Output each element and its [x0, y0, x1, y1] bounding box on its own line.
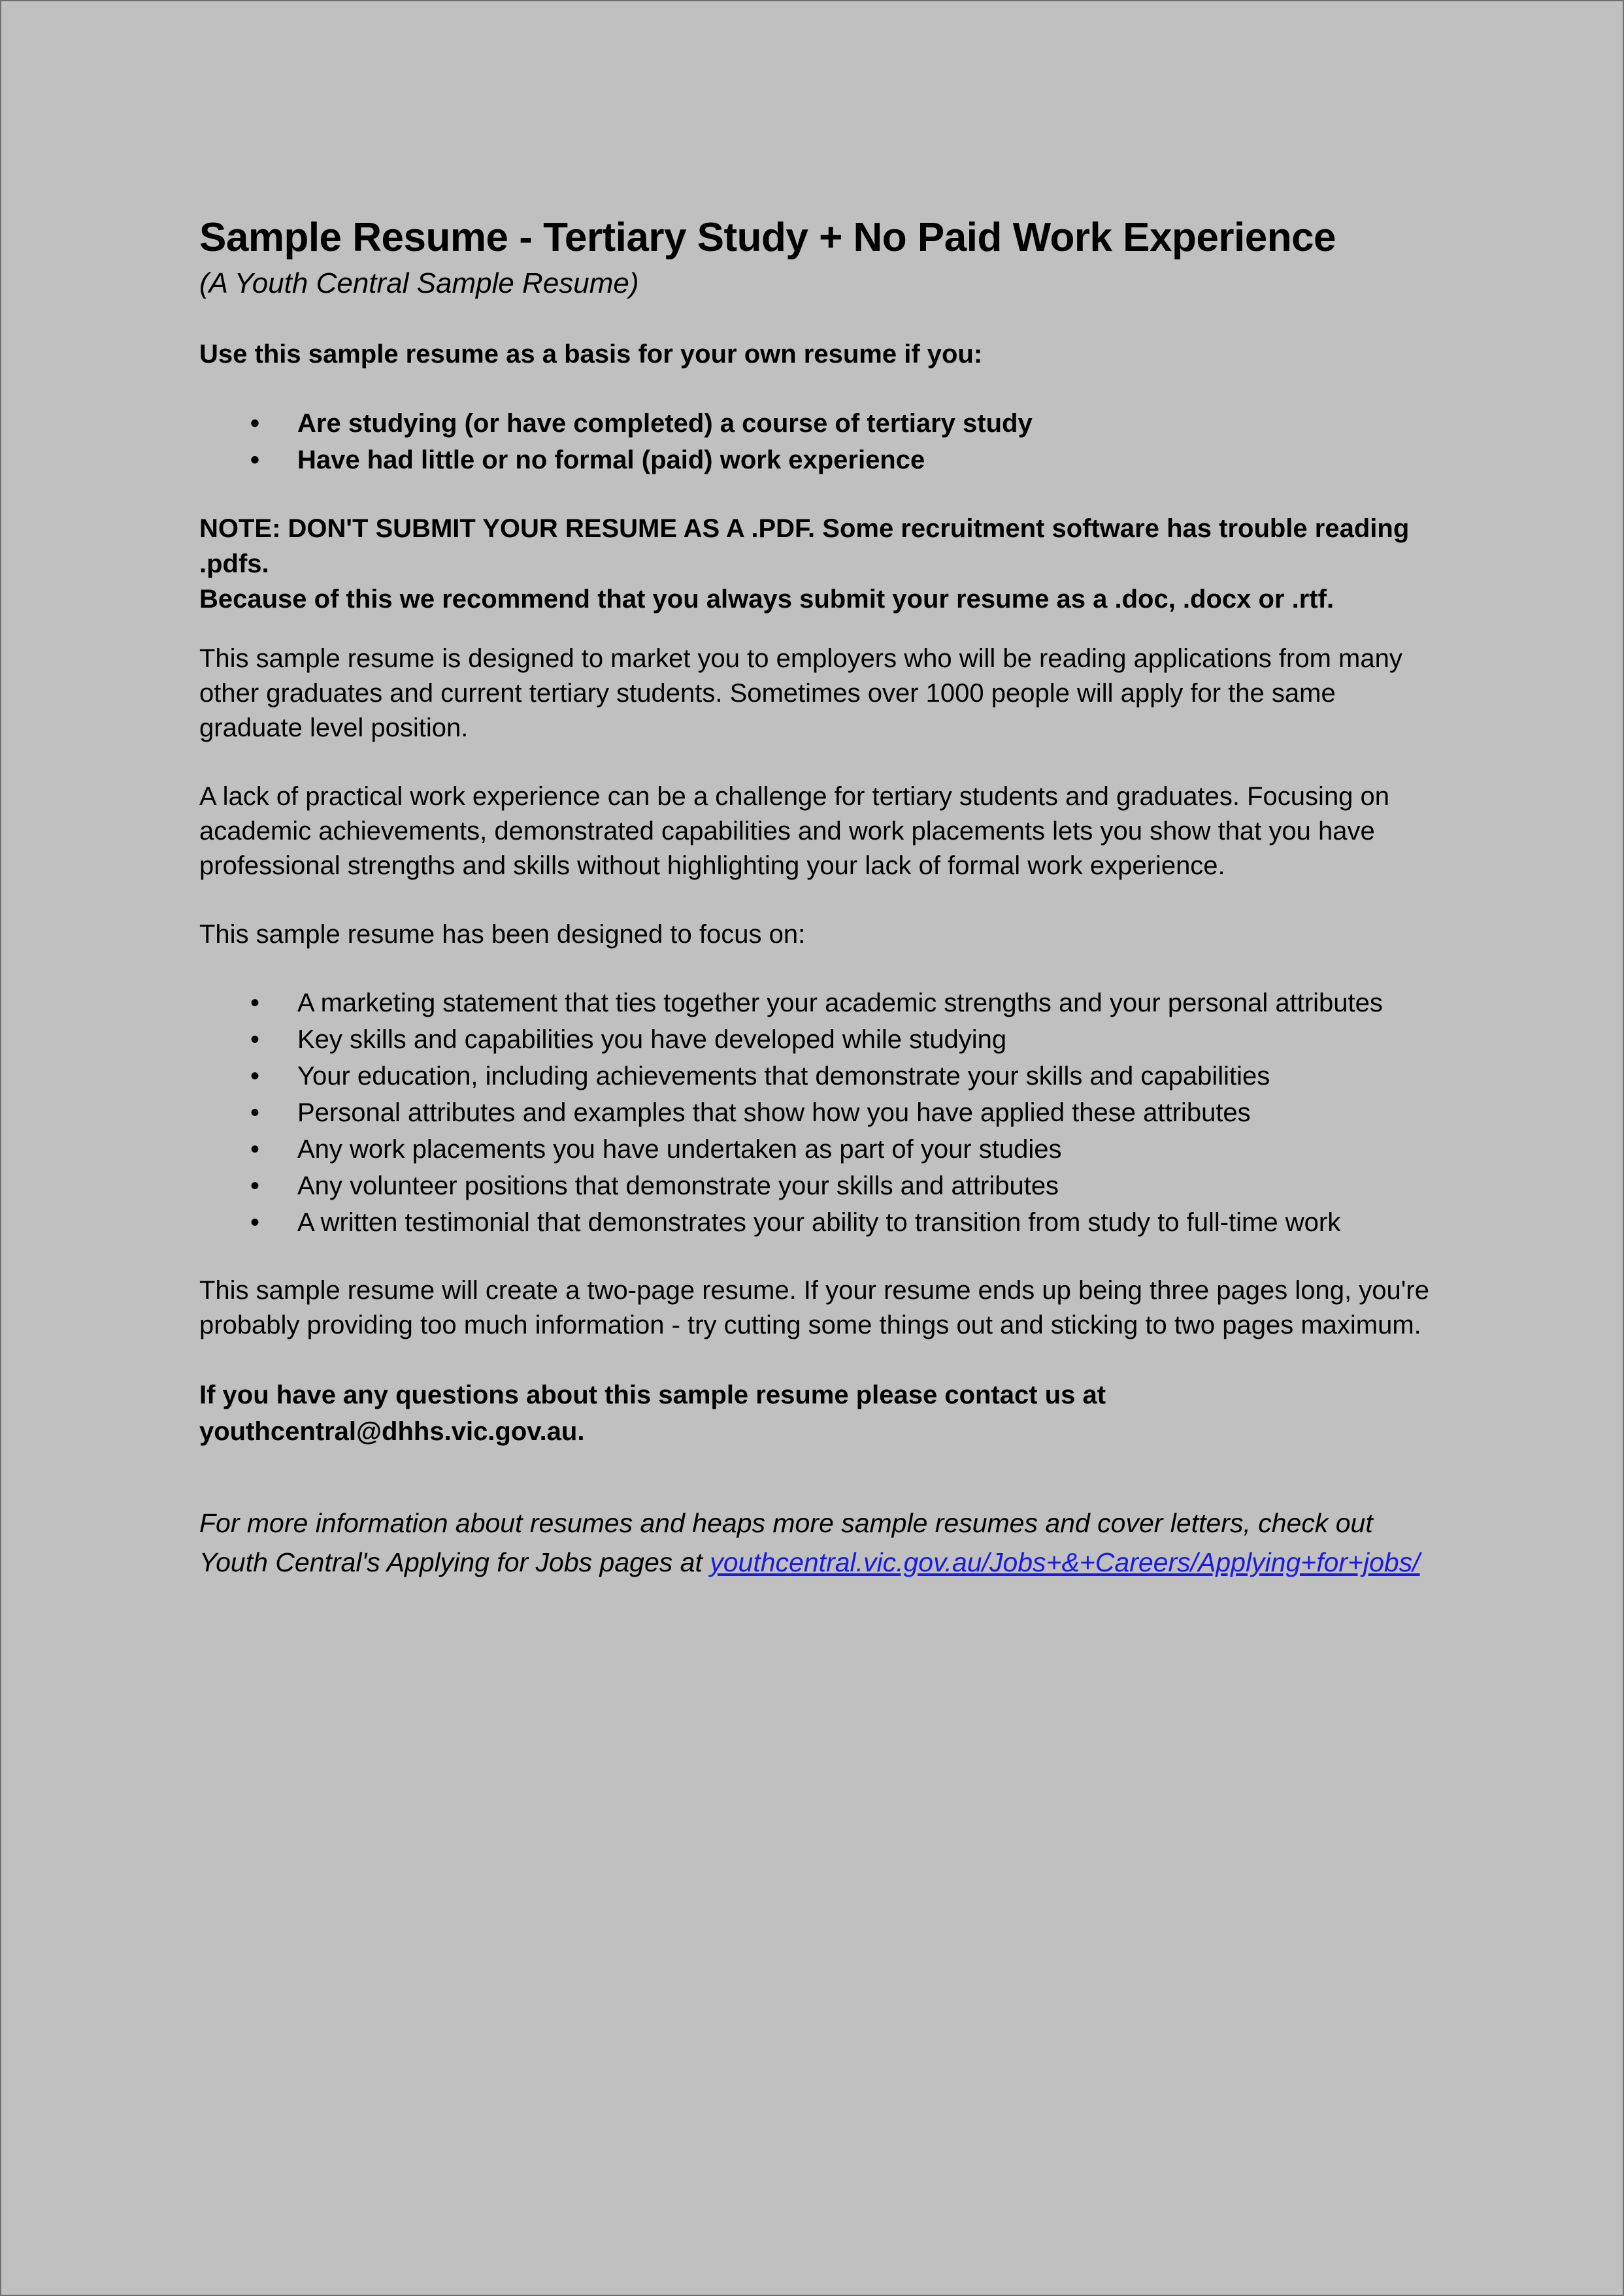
list-item — [199, 1131, 1441, 1168]
bullet-icon: • — [250, 409, 260, 438]
list-item — [199, 985, 1441, 1021]
criteria-list — [199, 405, 1441, 478]
bullet-icon: • — [250, 446, 260, 474]
document-content — [199, 212, 1441, 1582]
list-item-text: Key skills and capabilities you have developed while studying — [297, 1025, 1007, 1054]
list-item-text: Personal attributes and examples that show how you have applied these attributes — [297, 1098, 1251, 1127]
paragraph-market: This sample resume is designed to market you to employers who will be reading applications from many other graduates and current tertiary students. Sometimes over 1000 people will apply for the same graduate level position. — [199, 644, 1402, 742]
list-item-text: Your education, including achievements that demonstrate your skills and capabilities — [297, 1062, 1270, 1091]
bullet-icon: • — [250, 1098, 260, 1127]
paragraph-focus-intro: This sample resume has been designed to focus on: — [199, 920, 806, 949]
bullet-icon: • — [250, 1208, 260, 1237]
paragraph-length: This sample resume will create a two-page resume. If your resume ends up being three pages long, you're probably providing too much information - try cutting some things out and sticking to two pages maximum. — [199, 1276, 1429, 1339]
bullet-icon: • — [250, 1062, 260, 1091]
list-item — [199, 1204, 1441, 1241]
list-item-text: Are studying (or have completed) a course of tertiary study — [297, 409, 1033, 438]
bullet-icon: • — [250, 989, 260, 1017]
focus-list — [199, 985, 1441, 1241]
list-item — [199, 442, 1441, 478]
list-item-text: A written testimonial that demonstrates your ability to transition from study to full-time work — [297, 1208, 1341, 1237]
list-item — [199, 1168, 1441, 1204]
document-subtitle: (A Youth Central Sample Resume) — [199, 267, 639, 299]
list-item — [199, 1021, 1441, 1058]
more-info-text: For more information about resumes and heaps more sample resumes and cover letters, check out Youth Central's Applying for Jobs pages at — [199, 1508, 1373, 1577]
bullet-icon: • — [250, 1025, 260, 1054]
document-title: Sample Resume - Tertiary Study + No Paid Work Experience — [199, 215, 1336, 260]
bullet-icon: • — [250, 1135, 260, 1164]
more-info — [199, 1503, 1441, 1582]
list-item-text: Any work placements you have undertaken as part of your studies — [297, 1135, 1062, 1164]
note-line-2: Because of this we recommend that you always submit your resume as a .doc, .docx or .rtf. — [199, 585, 1334, 614]
list-item — [199, 1094, 1441, 1131]
contact-text: If you have any questions about this sample resume please contact us at youthcentral@dhhs.vic.gov.au. — [199, 1381, 1106, 1446]
list-item-text: A marketing statement that ties together your academic strengths and your personal attributes — [297, 989, 1383, 1017]
intro-heading: Use this sample resume as a basis for your own resume if you: — [199, 340, 983, 369]
list-item — [199, 405, 1441, 442]
bullet-icon: • — [250, 1172, 260, 1200]
note-line-1: NOTE: DON'T SUBMIT YOUR RESUME AS A .PDF. Some recruitment software has trouble reading .pdfs. — [199, 514, 1410, 578]
note-text — [199, 511, 1441, 617]
list-item — [199, 1058, 1441, 1094]
paragraph-experience: A lack of practical work experience can be a challenge for tertiary students and graduates. Focusing on academic achievements, demonstrated capabilities and work placements lets you show that you have professional strengths and skills without highlighting your lack of formal work experience. — [199, 782, 1390, 880]
list-item-text: Any volunteer positions that demonstrate your skills and attributes — [297, 1172, 1059, 1200]
applying-for-jobs-link[interactable]: youthcentral.vic.gov.au/Jobs+&+Careers/Applying+for+jobs/ — [710, 1547, 1420, 1577]
list-item-text: Have had little or no formal (paid) work experience — [297, 446, 925, 474]
